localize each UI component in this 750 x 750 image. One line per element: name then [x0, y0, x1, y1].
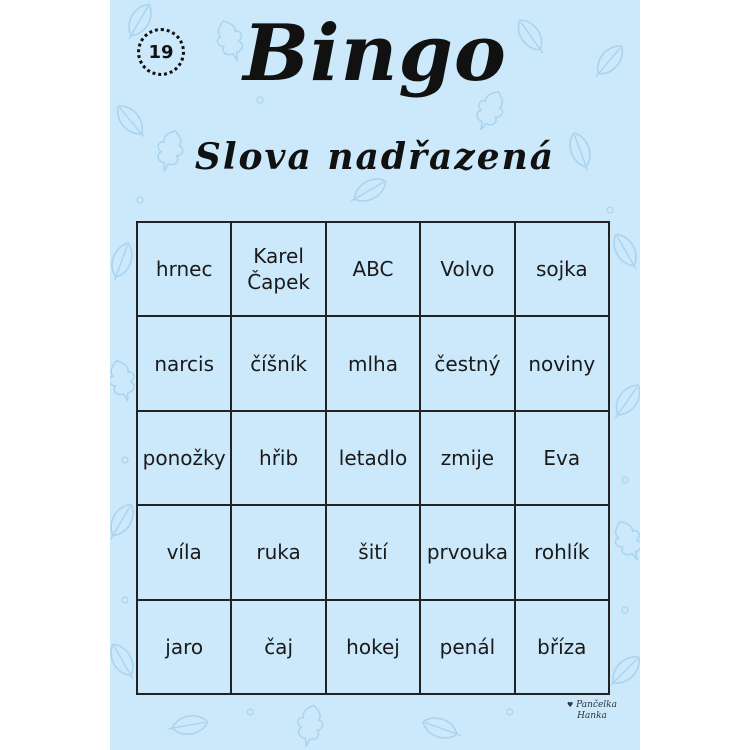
card-subtitle: Slova nadřazená: [194, 136, 556, 178]
bingo-cell[interactable]: narcis: [137, 316, 231, 410]
bingo-cell[interactable]: čestný: [420, 316, 514, 410]
bingo-cell[interactable]: Volvo: [420, 222, 514, 316]
bingo-cell[interactable]: ruka: [231, 505, 325, 599]
card-title: Bingo: [243, 8, 507, 99]
bingo-cell[interactable]: penál: [420, 600, 514, 694]
bingo-cell[interactable]: letadlo: [326, 411, 420, 505]
bingo-cell[interactable]: Eva: [515, 411, 609, 505]
bingo-cell[interactable]: zmije: [420, 411, 514, 505]
bingo-cell[interactable]: šití: [326, 505, 420, 599]
bingo-cell[interactable]: víla: [137, 505, 231, 599]
card-number-badge: 19: [137, 28, 185, 76]
bingo-card: [110, 0, 640, 750]
bingo-cell[interactable]: jaro: [137, 600, 231, 694]
bingo-cell[interactable]: rohlík: [515, 505, 609, 599]
bingo-cell[interactable]: prvouka: [420, 505, 514, 599]
heart-icon: ♥: [566, 701, 574, 709]
author-logo: [562, 700, 622, 722]
bingo-cell[interactable]: Karel Čapek: [231, 222, 325, 316]
bingo-cell[interactable]: noviny: [515, 316, 609, 410]
bingo-cell[interactable]: číšník: [231, 316, 325, 410]
bingo-cell[interactable]: sojka: [515, 222, 609, 316]
bingo-cell[interactable]: ABC: [326, 222, 420, 316]
logo-line-1: Pančelka: [576, 700, 618, 710]
logo-line-2: Hanka: [577, 710, 607, 721]
bingo-cell[interactable]: hřib: [231, 411, 325, 505]
bingo-cell[interactable]: čaj: [231, 600, 325, 694]
bingo-cell[interactable]: mlha: [326, 316, 420, 410]
bingo-grid: [136, 221, 610, 695]
bingo-cell[interactable]: hrnec: [137, 222, 231, 316]
bingo-cell[interactable]: ponožky: [137, 411, 231, 505]
bingo-cell[interactable]: bříza: [515, 600, 609, 694]
bingo-cell[interactable]: hokej: [326, 600, 420, 694]
